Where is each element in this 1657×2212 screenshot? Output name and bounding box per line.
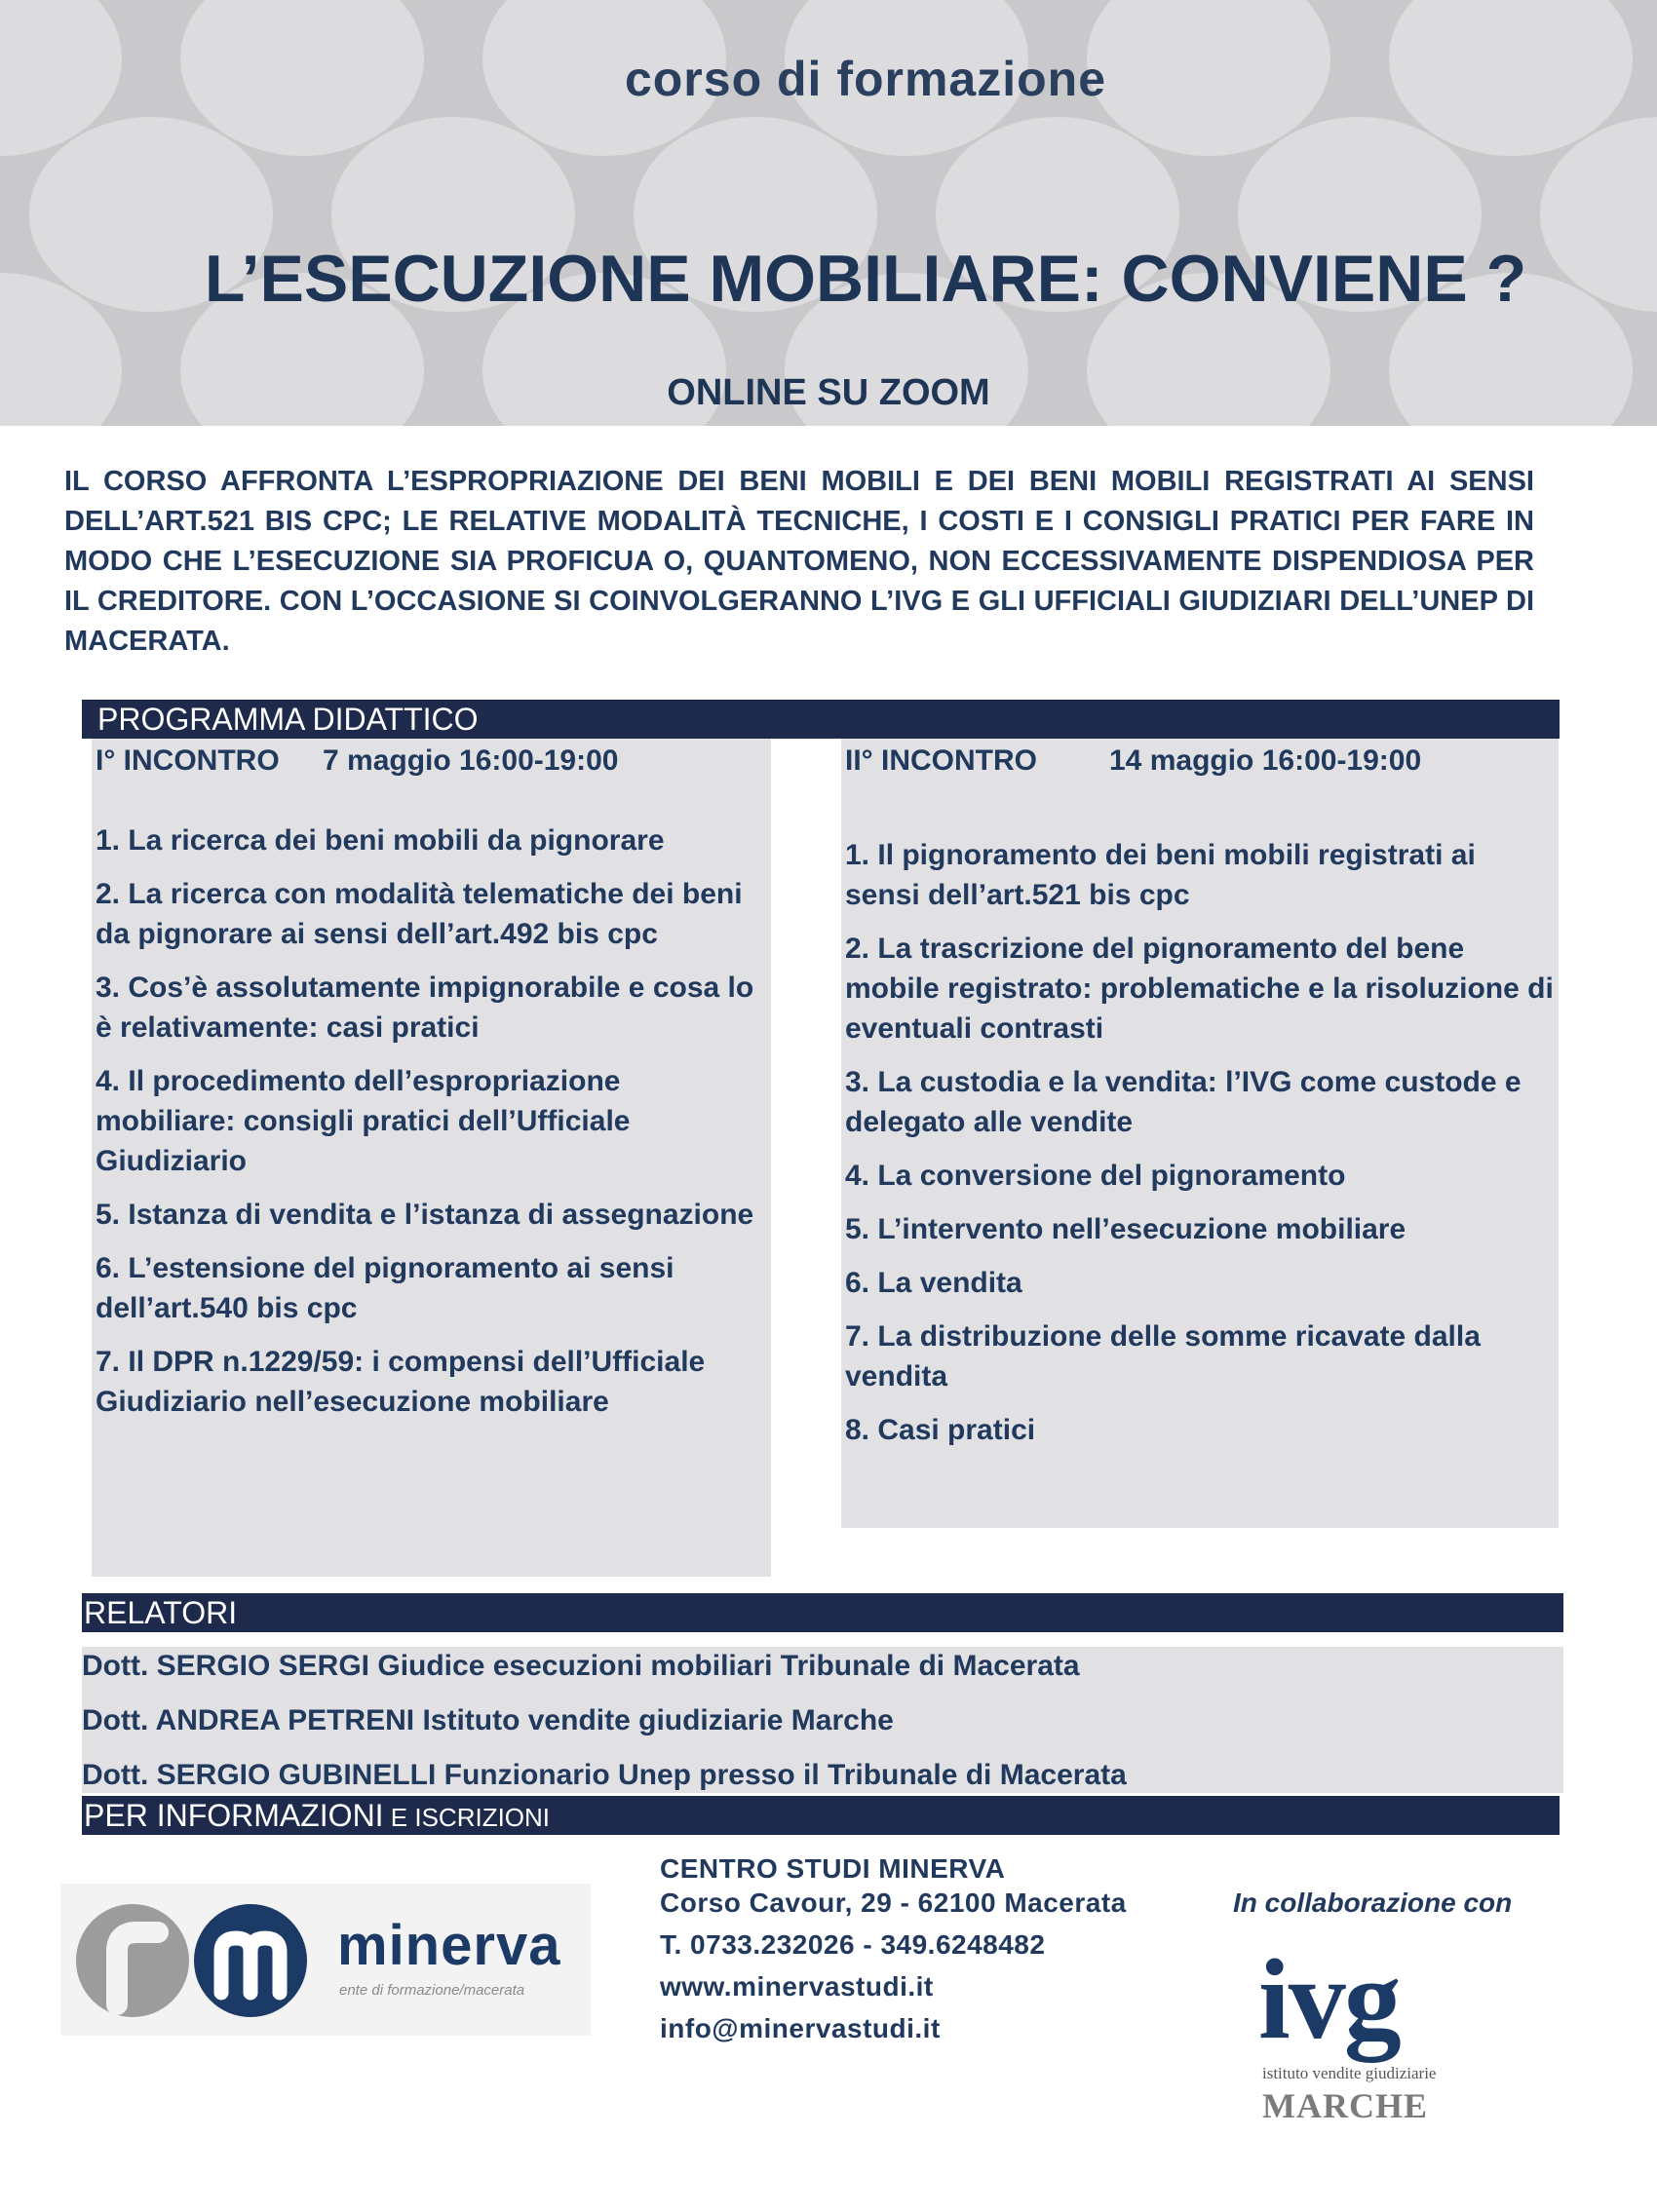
list-item: 3. La custodia e la vendita: l’IVG come custode e delegato alle vendite xyxy=(845,1066,1522,1138)
minerva-logo xyxy=(60,1884,591,2036)
course-description: IL CORSO AFFRONTA L’ESPROPRIAZIONE DEI BENI MOBILI E DEI BENI MOBILI REGISTRATI AI SENSI DELL’ART.521 BIS CPC; LE RELATIVE MODALITÀ TECNICHE, I COSTI E I CONSIGLI PRATICI PER FARE IN MODO CHE L’ESECUZIONE SIA PROFICUA O, QUANTOMENO, NON ECCESSIVAMENTE DISPENDIOSA PER IL CREDITORE. CON L’OCCASIONE SI COINVOLGERANNO L’IVG E GLI UFFICIALI GIUDIZIARI DELL’UNEP DI MACERATA. xyxy=(64,466,1534,657)
speaker-item: Dott. ANDREA PETRENI Istituto vendite giudiziarie Marche xyxy=(82,1704,894,1736)
contact-website[interactable]: www.minervastudi.it xyxy=(660,1971,934,2002)
list-item: 4. La conversione del pignoramento xyxy=(845,1160,1346,1192)
list-item: 5. Istanza di vendita e l’istanza di assegnazione xyxy=(96,1199,754,1231)
contact-address: Corso Cavour, 29 - 62100 Macerata xyxy=(660,1888,1127,1918)
list-item: 7. La distribuzione delle somme ricavate dalla vendita xyxy=(845,1320,1481,1392)
online-label: ONLINE SU ZOOM xyxy=(667,372,990,413)
list-item: 4. Il procedimento dell’espropriazione mobiliare: consigli pratici dell’Ufficiale Giudiziario xyxy=(96,1065,631,1177)
ivg-region: MARCHE xyxy=(1262,2086,1428,2125)
second-session-label: II° INCONTRO xyxy=(845,744,1037,777)
page-title: L’ESECUZIONE MOBILIARE: CONVIENE ? xyxy=(204,242,1527,316)
contact-name: CENTRO STUDI MINERVA xyxy=(660,1853,1006,1884)
contact-email[interactable]: info@minervastudi.it xyxy=(660,2013,941,2043)
list-item: 6. L’estensione del pignoramento ai sensi dell’art.540 bis cpc xyxy=(96,1252,674,1324)
speakers-heading: RELATORI xyxy=(84,1595,238,1630)
course-type: corso di formazione xyxy=(624,52,1107,106)
list-item: 2. La ricerca con modalità telematiche dei beni da pignorare ai sensi dell’art.492 bis cpc xyxy=(96,878,743,950)
info-heading xyxy=(84,1796,550,1837)
collaboration-label: In collaborazione con xyxy=(1233,1888,1513,1918)
list-item: 1. La ricerca dei beni mobili da pignorare xyxy=(96,824,665,857)
ivg-tagline: istituto vendite giudiziarie xyxy=(1262,2064,1437,2082)
contact-phone: T. 0733.232026 - 349.6248482 xyxy=(660,1929,1046,1960)
first-session-label: I° INCONTRO xyxy=(96,744,280,777)
list-item: 8. Casi pratici xyxy=(845,1414,1036,1446)
info-heading-rest: E ISCRIZIONI xyxy=(383,1803,551,1832)
list-item: 2. La trascrizione del pignoramento del bene mobile registrato: problematiche e la risoluzione di eventuali contrasti xyxy=(845,933,1554,1045)
speaker-item: Dott. SERGIO GUBINELLI Funzionario Unep presso il Tribunale di Macerata xyxy=(82,1759,1127,1791)
list-item: 5. L’intervento nell’esecuzione mobiliare xyxy=(845,1213,1407,1245)
second-session-date: 14 maggio 16:00-19:00 xyxy=(1109,744,1422,777)
info-heading-bar xyxy=(82,1796,1560,1835)
list-item: 7. Il DPR n.1229/59: i compensi dell’Ufficiale Giudiziario nell’esecuzione mobiliare xyxy=(96,1346,706,1418)
info-heading-main: PER INFORMAZIONI xyxy=(84,1798,384,1833)
program-heading-bar xyxy=(82,700,1560,739)
speaker-item: Dott. SERGIO SERGI Giudice esecuzioni mobiliari Tribunale di Macerata xyxy=(82,1650,1080,1682)
speakers-heading-bar xyxy=(82,1593,1563,1632)
second-session-topics xyxy=(845,835,1557,1464)
minerva-name: minerva xyxy=(337,1914,561,1977)
ivg-logo xyxy=(1252,1935,1496,2136)
list-item: 3. Cos’è assolutamente impignorabile e cosa lo è relativamente: casi pratici xyxy=(96,972,754,1044)
header-banner xyxy=(0,0,1657,426)
list-item: 6. La vendita xyxy=(845,1267,1022,1299)
list-item: 1. Il pignoramento dei beni mobili registrati ai sensi dell’art.521 bis cpc xyxy=(845,839,1476,911)
first-session-date: 7 maggio 16:00-19:00 xyxy=(323,744,619,777)
program-heading: PROGRAMMA DIDATTICO xyxy=(97,702,479,737)
first-session-topics xyxy=(96,820,768,1435)
ivg-mark: ivg xyxy=(1258,1935,1400,2063)
minerva-tagline: ente di formazione/macerata xyxy=(339,1982,525,1999)
